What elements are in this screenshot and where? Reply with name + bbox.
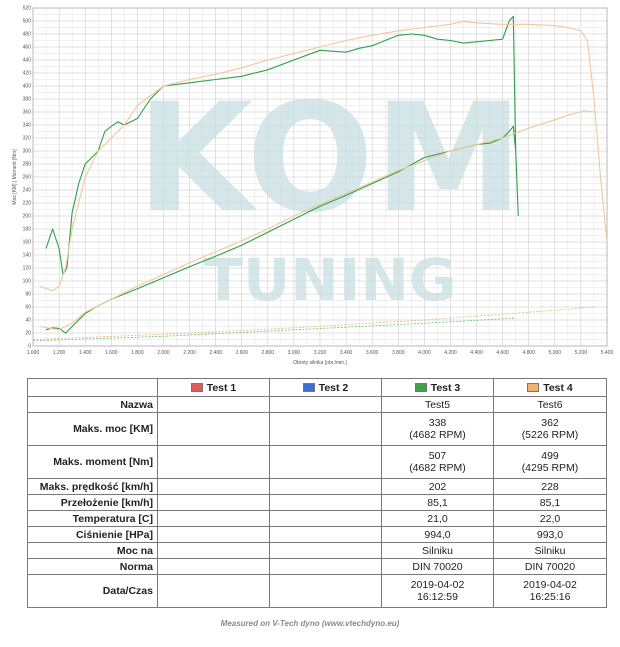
y-tick-label: 460: [22, 44, 31, 51]
test-3-value: 338 (4682 RPM): [382, 413, 494, 446]
test-3-value: 21,0: [382, 511, 494, 527]
x-tick-label: 4.000: [418, 350, 431, 356]
y-tick-label: 220: [22, 200, 31, 207]
y-tick-label: 180: [22, 226, 31, 233]
watermark-logo-text: KOM: [136, 72, 524, 246]
y-tick-label: 120: [22, 265, 31, 272]
test-3-value: Silniku: [382, 543, 494, 559]
test-1-value: [158, 543, 270, 559]
test-2-value: [270, 543, 382, 559]
row-label: Norma: [28, 559, 158, 575]
y-tick-label: 240: [22, 187, 31, 194]
table-row: [28, 543, 607, 559]
x-tick-label: 2.800: [261, 350, 275, 356]
row-label: Moc na: [28, 543, 158, 559]
header-test-4: Test 4: [494, 379, 607, 397]
x-tick-label: 3.400: [339, 350, 353, 356]
y-tick-label: 80: [25, 291, 31, 298]
x-tick-label: 2.400: [209, 350, 222, 356]
test-3-value: 994,0: [382, 527, 494, 543]
test-4-value: 993,0: [494, 527, 607, 543]
x-tick-label: 3.800: [392, 350, 405, 356]
test-3-value: 85,1: [382, 495, 494, 511]
table-row: [28, 575, 607, 608]
x-tick-label: 4.200: [444, 350, 457, 356]
test-3-value: 202: [382, 479, 494, 495]
test-4-value: 2019-04-02 16:25:16: [494, 575, 607, 608]
x-tick-label: 4.400: [470, 350, 483, 356]
test-4-value: Test6: [494, 397, 607, 413]
test-1-value: [158, 479, 270, 495]
x-axis-label: Obroty silnika [obr./min.]: [293, 360, 347, 366]
footer-note: Measured on V-Tech dyno (www.vtechdyno.eu): [220, 619, 400, 628]
x-tick-label: 3.000: [287, 350, 301, 356]
test-2-value: [270, 559, 382, 575]
results-table: [27, 378, 607, 608]
test-1-value: [158, 397, 270, 413]
y-tick-label: 520: [22, 5, 31, 12]
y-axis-label: Moc [KM] | Moment [Nm]: [12, 149, 18, 205]
x-tick-label: 5.400: [600, 350, 614, 356]
y-tick-label: 500: [22, 18, 31, 25]
y-tick-label: 480: [22, 31, 31, 38]
table-row: [28, 479, 607, 495]
test-2-value: [270, 575, 382, 608]
test-4-value: 499 (4295 RPM): [494, 446, 607, 479]
table-row: [28, 446, 607, 479]
table-header-row: [28, 379, 607, 397]
header-test-3: Test 3: [382, 379, 494, 397]
test-4-value: 85,1: [494, 495, 607, 511]
row-label: Maks. prędkość [km/h]: [28, 479, 158, 495]
table-row: [28, 413, 607, 446]
table-row: [28, 527, 607, 543]
test-2-swatch: [303, 383, 315, 392]
test-2-value: [270, 397, 382, 413]
y-tick-labels: [23, 6, 32, 350]
y-tick-label: 440: [22, 57, 31, 64]
test-2-value: [270, 511, 382, 527]
test-1-value: [158, 559, 270, 575]
test-2-value: [270, 527, 382, 543]
test-2-value: [270, 413, 382, 446]
x-tick-label: 2.000: [157, 350, 170, 356]
x-tick-label: 4.600: [496, 350, 509, 356]
test-3-value: DIN 70020: [382, 559, 494, 575]
test-3-value: 507 (4682 RPM): [382, 446, 494, 479]
x-tick-label: 5.200: [574, 350, 588, 356]
y-tick-label: 200: [22, 213, 31, 220]
test-4-value: 362 (5226 RPM): [494, 413, 607, 446]
watermark-tuning-text: TUNING: [203, 246, 457, 314]
test-4-value: DIN 70020: [494, 559, 607, 575]
y-tick-label: 20: [25, 330, 31, 337]
table-row: [28, 397, 607, 413]
x-tick-label: 3.200: [313, 350, 327, 356]
test-3-swatch: [415, 383, 427, 392]
header-empty: [28, 379, 158, 397]
y-tick-label: 0: [28, 343, 31, 350]
x-tick-label: 1.800: [131, 350, 144, 356]
table-row: [28, 511, 607, 527]
y-tick-label: 260: [22, 174, 31, 181]
y-tick-label: 380: [22, 96, 31, 103]
test-1-swatch: [191, 383, 203, 392]
y-tick-label: 140: [22, 252, 31, 259]
row-label: Ciśnienie [HPa]: [28, 527, 158, 543]
header-test-2: Test 2: [270, 379, 382, 397]
x-tick-label: 3.600: [365, 350, 379, 356]
x-tick-label: 1.600: [105, 350, 118, 356]
table-row: [28, 495, 607, 511]
x-tick-label: 1.200: [52, 350, 66, 356]
row-label: Data/Czas: [28, 575, 158, 608]
test-1-value: [158, 446, 270, 479]
table-row: [28, 559, 607, 575]
test-2-value: [270, 479, 382, 495]
test-4-value: 228: [494, 479, 607, 495]
test-1-value: [158, 495, 270, 511]
test-3-value: Test5: [382, 397, 494, 413]
x-tick-label: 5.000: [548, 350, 562, 356]
x-tick-label: 2.200: [183, 350, 196, 356]
x-tick-label: 1.000: [26, 350, 40, 356]
y-tick-label: 300: [22, 148, 31, 155]
test-1-value: [158, 575, 270, 608]
header-test-1: Test 1: [158, 379, 270, 397]
row-label: Nazwa: [28, 397, 158, 413]
y-tick-label: 100: [22, 278, 31, 285]
y-tick-label: 160: [22, 239, 31, 246]
y-tick-label: 360: [22, 109, 31, 116]
row-label: Maks. moment [Nm]: [28, 446, 158, 479]
y-tick-label: 400: [22, 83, 31, 90]
test-4-value: Silniku: [494, 543, 607, 559]
row-label: Przełożenie [km/h]: [28, 495, 158, 511]
y-tick-label: 320: [22, 135, 31, 142]
test-1-value: [158, 413, 270, 446]
x-tick-label: 2.600: [235, 350, 248, 356]
test-4-swatch: [527, 383, 539, 392]
test-2-value: [270, 446, 382, 479]
y-tick-label: 60: [25, 304, 31, 311]
row-label: Temperatura [C]: [28, 511, 158, 527]
test-2-value: [270, 495, 382, 511]
y-tick-label: 280: [22, 161, 31, 168]
test-3-value: 2019-04-02 16:12:59: [382, 575, 494, 608]
x-tick-labels: [27, 350, 614, 356]
test-4-value: 22,0: [494, 511, 607, 527]
row-label: Maks. moc [KM]: [28, 413, 158, 446]
x-tick-label: 4.800: [522, 350, 535, 356]
test-1-value: [158, 527, 270, 543]
x-tick-label: 1.400: [78, 350, 92, 356]
y-tick-label: 420: [22, 70, 31, 77]
y-tick-label: 40: [25, 317, 31, 324]
test-1-value: [158, 511, 270, 527]
y-tick-label: 340: [22, 122, 31, 129]
